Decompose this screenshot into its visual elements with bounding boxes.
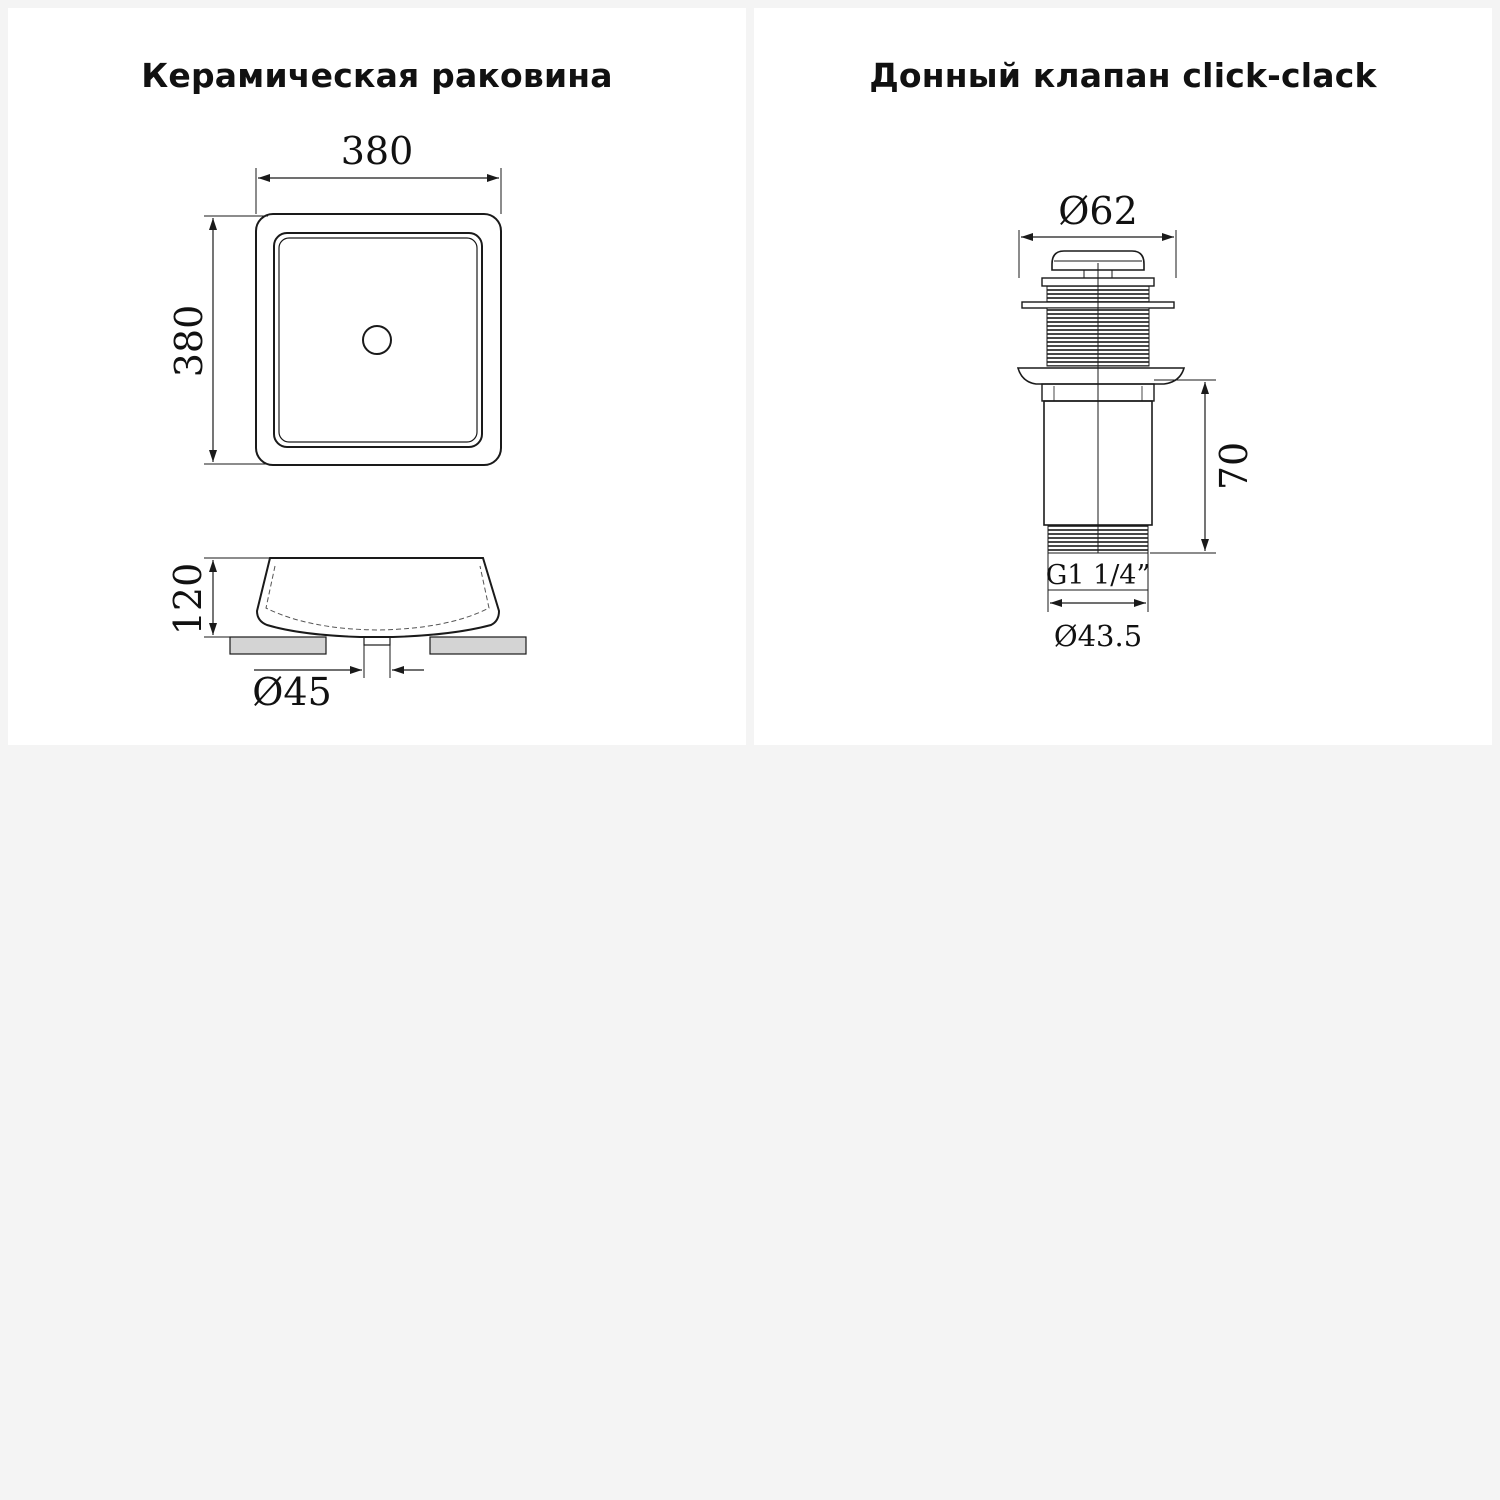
sink-side-view: [230, 558, 526, 654]
sink-drain-dimension: [252, 645, 424, 714]
sink-height-label: 120: [166, 562, 210, 636]
sink-height-dimension: [166, 558, 270, 637]
valve-diameter-label: Ø62: [1058, 189, 1138, 233]
valve-outlet-label: Ø43.5: [1053, 619, 1143, 653]
valve-panel: [754, 8, 1492, 745]
sink-depth-label: 380: [167, 304, 211, 378]
sink-width-dimension: [256, 129, 501, 214]
sink-drain-hole: [363, 326, 391, 354]
valve-bottom-flange: [1018, 368, 1184, 384]
sink-drain-label: Ø45: [252, 670, 332, 714]
sink-width-label: 380: [340, 129, 414, 173]
sink-outer-rim: [256, 214, 501, 465]
sink-drawing: [8, 8, 746, 745]
valve-thread-dimension: [1046, 553, 1151, 653]
sink-title: Керамическая раковина: [141, 56, 613, 95]
countertop-right: [430, 637, 526, 654]
countertop-left: [230, 637, 326, 654]
valve-thread-label: G1 1/4”: [1045, 560, 1151, 591]
sink-panel: [8, 8, 746, 745]
sink-inner-bowl: [274, 233, 482, 447]
sink-bowl-hidden-line: [266, 566, 489, 630]
valve-length-dimension: [1150, 380, 1256, 553]
valve-drawing: [754, 8, 1492, 745]
sink-inner-bowl-line: [279, 238, 477, 442]
sink-top-view: [256, 214, 501, 465]
sink-depth-dimension: [167, 216, 268, 464]
valve-title: Донный клапан click-clack: [869, 56, 1377, 95]
valve-length-label: 70: [1212, 441, 1256, 491]
sink-side-profile: [257, 558, 499, 637]
valve-body: [1018, 251, 1184, 553]
sink-drain-stub: [364, 637, 390, 645]
